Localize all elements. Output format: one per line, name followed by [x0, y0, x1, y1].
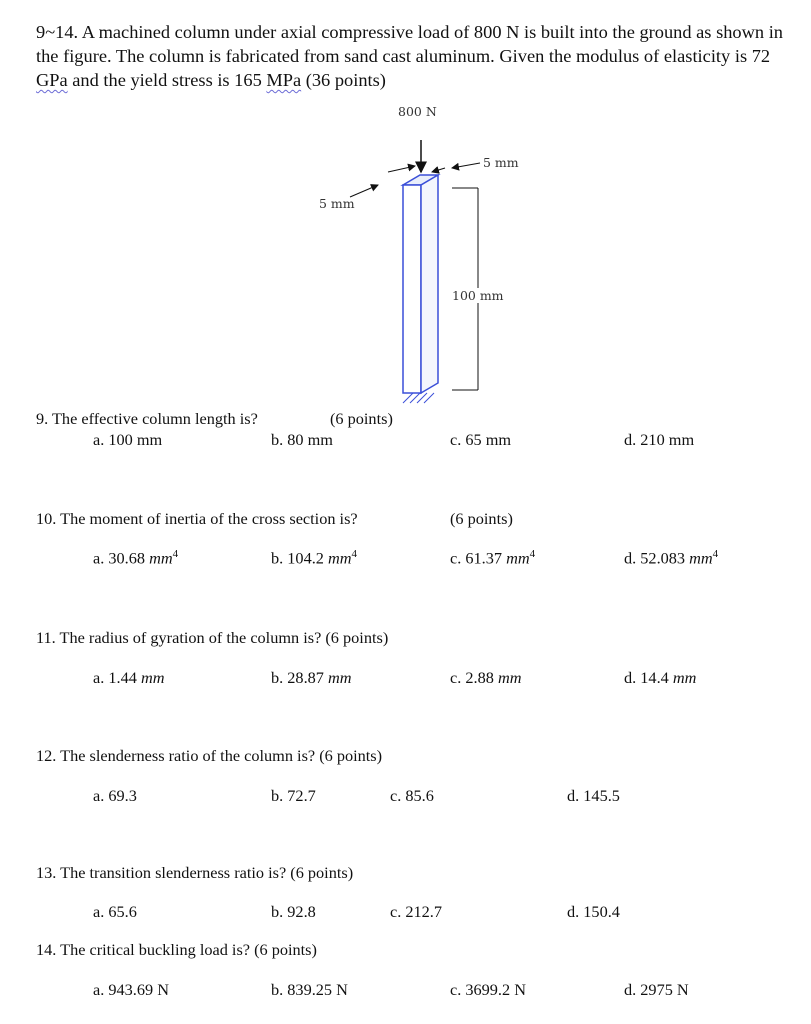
q11-option-d[interactable]: d. 14.4 mm: [624, 668, 697, 687]
q9-option-a[interactable]: a. 100 mm: [93, 430, 163, 449]
question-13: 13. The transition slenderness ratio is? (6 points): [36, 863, 354, 882]
q11-option-a[interactable]: a. 1.44 mm: [93, 668, 165, 687]
q14-option-c[interactable]: c. 3699.2 N: [450, 980, 526, 999]
unit-gpa: GPa: [36, 70, 68, 90]
q10-option-d[interactable]: d. 52.083 $mm^4$: [624, 548, 719, 568]
column-side-face: [421, 175, 438, 393]
q11-option-c[interactable]: c. 2.88 mm: [450, 668, 522, 687]
question-10-points: (6 points): [450, 509, 513, 528]
column-figure: [340, 140, 570, 415]
intro-text-2: and the yield stress is 165: [67, 70, 267, 90]
q12-option-c[interactable]: c. 85.6: [390, 786, 434, 805]
depth-label: 5 mm: [319, 196, 355, 211]
question-14: 14. The critical buckling load is? (6 points): [36, 940, 317, 959]
height-label: 100 mm: [452, 288, 504, 303]
column-front-face: [403, 185, 421, 393]
q13-option-c[interactable]: c. 212.7: [390, 902, 442, 921]
q11-option-b[interactable]: b. 28.87 mm: [271, 668, 352, 687]
q12-option-d[interactable]: d. 145.5: [567, 786, 620, 805]
ground-hatch: [403, 393, 434, 403]
q9-option-b[interactable]: b. 80 mm: [271, 430, 333, 449]
q12-option-a[interactable]: a. 69.3: [93, 786, 137, 805]
question-9-points: (6 points): [330, 409, 393, 428]
load-label: 800 N: [398, 104, 437, 119]
q13-option-b[interactable]: b. 92.8: [271, 902, 316, 921]
question-12: 12. The slenderness ratio of the column is? (6 points): [36, 746, 383, 765]
problem-statement: [36, 20, 796, 92]
q10-option-b[interactable]: b. 104.2 $mm^4$: [271, 548, 357, 568]
q12-option-b[interactable]: b. 72.7: [271, 786, 316, 805]
q13-option-a[interactable]: a. 65.6: [93, 902, 137, 921]
question-10: 10. The moment of inertia of the cross section is?: [36, 509, 358, 528]
question-9: 9. The effective column length is?: [36, 409, 258, 428]
unit-mpa: MPa: [266, 70, 302, 90]
q13-option-d[interactable]: d. 150.4: [567, 902, 620, 921]
q9-option-c[interactable]: c. 65 mm: [450, 430, 512, 449]
width-label: 5 mm: [483, 155, 519, 170]
width-dim-arrow: [452, 163, 480, 168]
depth-dim-arrow-right: [432, 168, 445, 172]
intro-text-3: (36 points): [301, 70, 386, 90]
q10-option-c[interactable]: c. 61.37 $mm^4$: [450, 548, 536, 568]
intro-text-1: 9~14. A machined column under axial compressive load of 800 N is built into the ground as shown in the figure. The column is fabricated from sand cast aluminum. Given the modulus of elasticity is 72: [36, 22, 783, 66]
q14-option-d[interactable]: d. 2975 N: [624, 980, 689, 999]
q14-option-a[interactable]: a. 943.69 N: [93, 980, 169, 999]
q10-option-a[interactable]: a. 30.68 $mm^4$: [93, 548, 179, 568]
question-11: 11. The radius of gyration of the column is? (6 points): [36, 628, 389, 647]
q14-option-b[interactable]: b. 839.25 N: [271, 980, 348, 999]
q9-option-d[interactable]: d. 210 mm: [624, 430, 695, 449]
depth-dim-arrow-left: [388, 166, 415, 172]
